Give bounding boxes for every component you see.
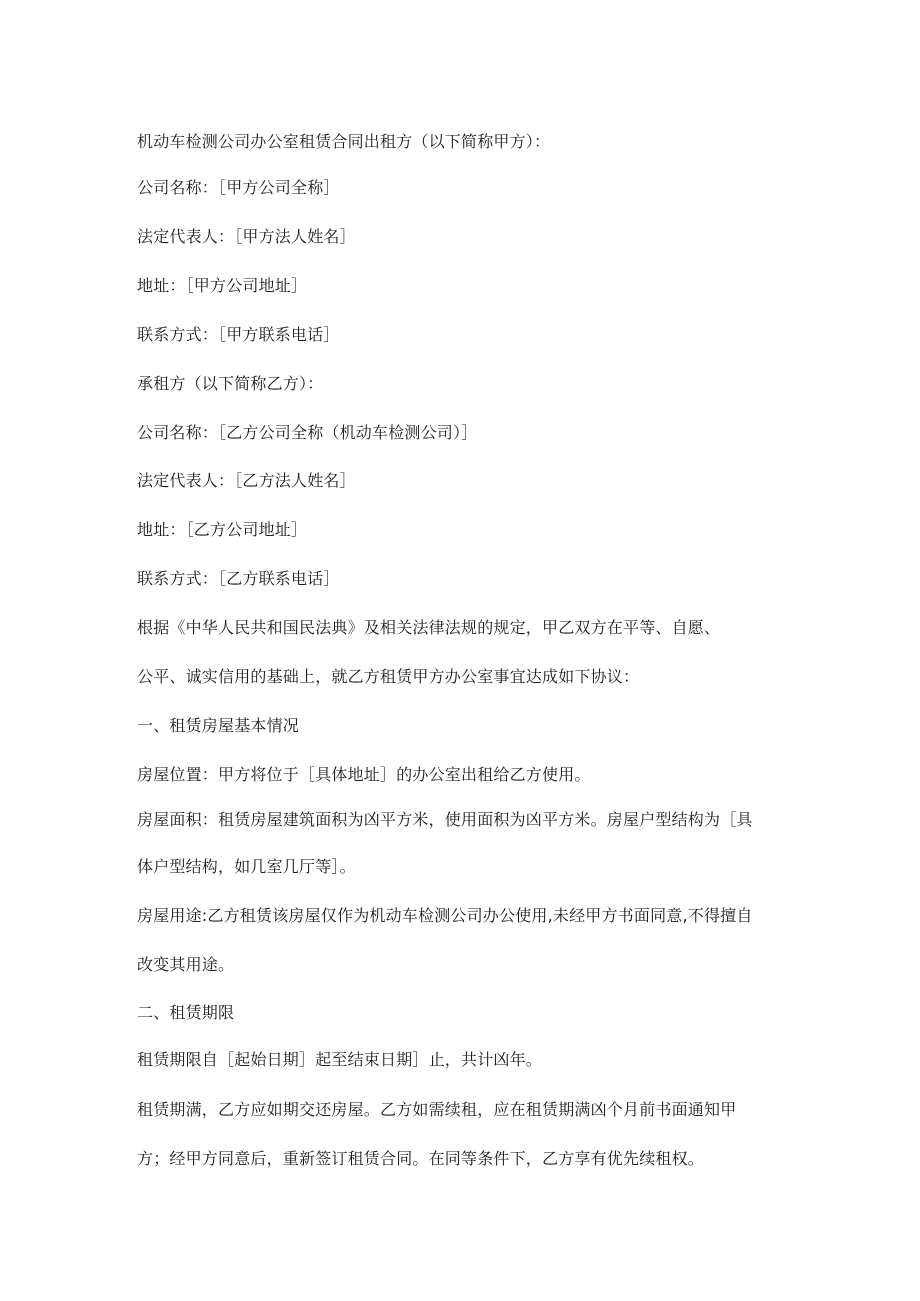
section-1-usage-line-2: 改变其用途。 — [137, 955, 235, 974]
section-1-usage-line-1: 房屋用途:乙方租赁该房屋仅作为机动车检测公司办公使用,未经甲方书面同意,不得擅自 — [137, 906, 753, 925]
contract-title-lessor-heading: 机动车检测公司办公室租赁合同出租方（以下简称甲方）： — [137, 132, 551, 151]
section-1-location: 房屋位置：甲方将位于［具体地址］的办公室出租给乙方使用。 — [137, 765, 591, 784]
section-2-term: 租赁期限自［起始日期］起至结束日期］止，共计凶年。 — [137, 1050, 543, 1069]
lessee-legal-rep: 法定代表人：［乙方法人姓名］ — [137, 471, 356, 490]
lessor-company-name: 公司名称：［甲方公司全称］ — [137, 178, 340, 197]
lessor-legal-rep: 法定代表人：［甲方法人姓名］ — [137, 227, 356, 246]
section-2-title: 二、租赁期限 — [137, 1003, 235, 1022]
section-2-renewal-line-2: 方；经甲方同意后，重新签订租赁合同。在同等条件下，乙方享有优先续租权。 — [137, 1149, 705, 1168]
section-1-title: 一、租赁房屋基本情况 — [137, 716, 300, 735]
lessee-address: 地址：［乙方公司地址］ — [137, 520, 308, 539]
lessor-address: 地址：［甲方公司地址］ — [137, 276, 308, 295]
preamble-line-2: 公平、诚实信用的基础上，就乙方租赁甲方办公室事宜达成如下协议： — [137, 667, 640, 686]
preamble-line-1: 根据《中华人民共和国民法典》及相关法律法规的规定，甲乙双方在平等、自愿、 — [137, 618, 721, 637]
lessee-heading: 承租方（以下简称乙方）： — [137, 374, 324, 393]
section-2-renewal-line-1: 租赁期满，乙方应如期交还房屋。乙方如需续租，应在租赁期满凶个月前书面通知甲 — [137, 1100, 737, 1119]
lessee-contact: 联系方式：［乙方联系电话］ — [137, 569, 340, 588]
lessor-contact: 联系方式：［甲方联系电话］ — [137, 325, 340, 344]
section-1-area-line-1: 房屋面积：租赁房屋建筑面积为凶平方米，使用面积为凶平方米。房屋户型结构为［具 — [137, 810, 753, 829]
lessee-company-name: 公司名称：［乙方公司全称（机动车检测公司）］ — [137, 423, 478, 442]
section-1-area-line-2: 体户型结构，如几室几厅等］。 — [137, 857, 356, 876]
